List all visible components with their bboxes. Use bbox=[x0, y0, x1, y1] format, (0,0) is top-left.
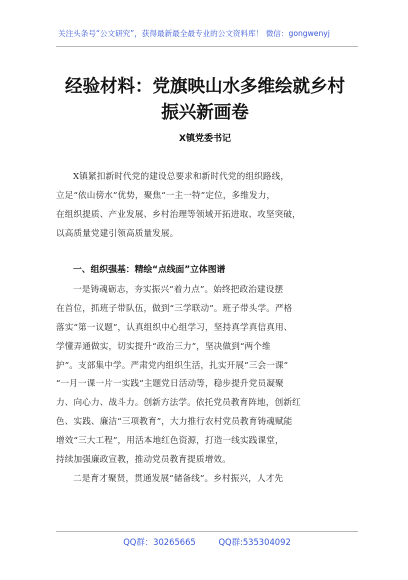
body-line: “一月一课一片一实践”主题党日活动等，稳步提升党员凝聚 bbox=[56, 379, 284, 390]
intro-line: 立足“依山傍水”优势，聚焦“一主一特”定位，多维发力， bbox=[56, 190, 276, 201]
intro-line: X镇紧扣新时代党的建设总要求和新时代党的组织路线， bbox=[73, 172, 290, 182]
section-heading: 一、组织强基：精绘“点线面”立体图谱 bbox=[73, 265, 226, 275]
body-line: 护”。支部集中学。严肃党内组织生活，扎实开展“三会一课” bbox=[56, 360, 289, 371]
body-line: 学懂弄通做实，切实提升“政治三力”，坚决做到“两个维 bbox=[56, 341, 271, 352]
section1-body bbox=[56, 281, 361, 489]
header-banner: 关注头条号“公文研究”，获得最新最全最专业的公文资料库！ 微信：gongwenyj bbox=[58, 29, 330, 38]
body-line: 在首位，抓班子带队伍，做到“三学联动”。班子带头学。严格 bbox=[56, 303, 293, 314]
document-title bbox=[60, 74, 350, 126]
body-line: 二是育才聚贤，贯通发展“储备线”。乡村振兴，人才先 bbox=[73, 473, 284, 484]
intro-paragraph bbox=[56, 168, 361, 244]
header-divider bbox=[56, 46, 358, 47]
title-line-1: 经验材料：党旗映山水多维绘就乡村 bbox=[65, 77, 345, 97]
body-line: 力、向心力、战斗力。创新方法学。依托党员教育阵地，创新红 bbox=[56, 398, 301, 409]
body-line: 增效“三大工程”，用活本地红色资源，打造一线实践课堂， bbox=[56, 436, 284, 447]
body-line: 一是铸魂砺志，夯实振兴“着力点”。始终把政治建设摆 bbox=[73, 285, 284, 295]
intro-line: 以高质量党建引领高质量发展。 bbox=[56, 228, 179, 239]
body-line: 色、实践、廉洁“三项教育”，大力推行农村党员教育铸魂赋能 bbox=[56, 417, 293, 428]
title-line-2: 振兴新画卷 bbox=[161, 103, 249, 123]
intro-line: 在组织提质、产业发展、乡村治理等领域开拓进取、攻坚突破， bbox=[56, 209, 301, 220]
footer bbox=[56, 536, 358, 548]
footer-qq-group-2: QQ群:535304092 bbox=[218, 537, 291, 547]
document-author: X镇党委书记 bbox=[179, 134, 231, 144]
body-line: 持续加强廉政宣教，推动党员教育提质增效。 bbox=[56, 455, 231, 466]
body-line: 落实“第一议题”，认真组织中心组学习，坚持真学真信真用、 bbox=[56, 322, 293, 333]
footer-divider bbox=[56, 531, 358, 532]
footer-qq-group-1: QQ群：30265665 bbox=[123, 537, 196, 547]
